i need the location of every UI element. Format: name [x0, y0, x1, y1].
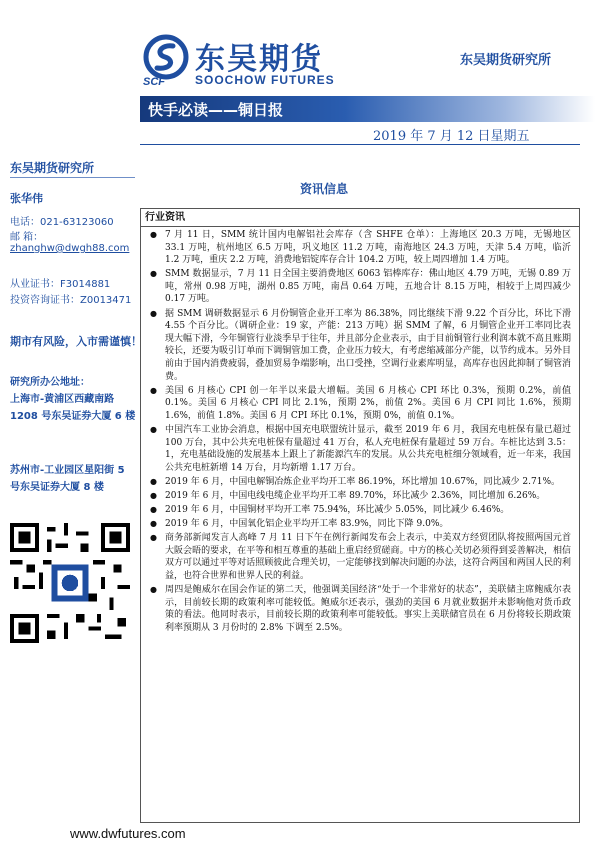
logo-chinese-name: 东吴期货 [195, 42, 323, 77]
analyst-consult-license: 投资咨询证书：Z0013471 [10, 295, 132, 306]
sidebar-org: 东吴期货研究所 [10, 161, 95, 175]
list-item: ● 2019 年 6 月，中国电解铜冶炼企业平均开工率 86.19%，环比增加 10.67%，同比减少 2.71%。 [150, 476, 561, 487]
list-item: ● 7 月 11 日，SMM 统计国内电解铝社会库存（含 SHFE 仓单）：上海地区 20.3 万吨，无锡地区 33.1 万吨，杭州地区 6.5 万吨，巩义地区 11.2 万吨，南海地区 24.3 万吨，天津 5.4 万吨，临沂 1.2 万吨，重庆 2.2 万吨，消费地铝锭库存合计 104.2 万吨，较上周四增加 1.4 万吨。 [150, 230, 571, 266]
footer-website-link[interactable]: www.dwfutures.com [70, 826, 186, 841]
list-item: ● 2019 年 6 月，中国铜材平均开工率 75.94%，环比减少 5.05%，同比减少 6.46%。 [150, 504, 510, 515]
list-item: ● 周四是鲍威尔在国会作证的第二天，他强调美国经济“处于一个非常好的状态”，美联储主席鲍威尔表示，目前较长期的政策利率可能较低。鲍威尔还表示，强劲的美国 6 月就业数据并未影响他对货币政策的看法。他同时表示，目前较长期的政策利率可能较低。事实上美联储官员在 6 月份将较长期政策利率预期从 3 月份时的 2.8% 下调至 2.5%。 [150, 585, 571, 633]
report-date: 2019 年 7 月 12 日星期五 [373, 129, 530, 144]
news-list [141, 229, 579, 636]
analyst-email-label: 邮 箱： [10, 232, 44, 243]
header-institute: 东吴期货研究所 [460, 53, 552, 68]
company-logo [143, 34, 363, 90]
bullet-icon: ● [150, 230, 157, 239]
news-box-header: 行业资讯 [141, 209, 579, 227]
list-item: ● 中国汽车工业协会消息，根据中国充电联盟统计显示，截至 2019 年 6 月，我国充电桩保有量已超过 100 万台，其中公共充电桩保有量超过 41 万台，私人充电桩保有量超过 59 万台。车桩比达到 3.5：1，充电基础设施的发展基本上跟上了新能源汽车的发展。从公共充电桩细分领域看，近一年来，我国公共充电桩新增 14 万台，月均新增 1.17 万台。 [150, 424, 571, 473]
analyst-phone: 电话：021-63123060 [10, 217, 114, 228]
report-title: 快手必读——铜日报 [148, 101, 284, 119]
bullet-icon: ● [150, 424, 157, 434]
bullet-icon: ● [150, 308, 157, 318]
list-item: ● 2019 年 6 月，中国氧化铝企业平均开工率 83.9%，同比下降 9.0%。 [150, 519, 449, 530]
bullet-icon: ● [150, 504, 157, 514]
header-divider [140, 144, 580, 145]
list-item: ● 商务部新闻发言人高峰 7 月 11 日下午在例行新闻发布会上表示，中美双方经贸团队将按照两国元首大阪会晤的要求，在平等和相互尊重的基础上重启经贸磋商。中方的核心关切必须得到妥善解决，相信双方可以通过平等对话照顾彼此合理关切，一定能够找到解决问题的办法，这符合两国和两国人民的利益，也符合世界和世界人民的利益。 [150, 533, 571, 581]
list-item: ● 据 SMM 调研数据显示 6 月份铜管企业开工率为 86.38%，同比继续下滑 9.22 个百分比，环比下滑 4.55 个百分比。（调研企业：19 家，产能：213 万吨）据 SMM 了解，6 月铜管企业开工率同比表现大幅下滑，今年铜管行业淡季早于往年，并且部分企业表示，由于目前铜管行业利润本就不高且账期较长，还要为吸引订单而下调铜管加工费，企业压力较大，有考虑缩减部分产能，以节约成本。另外目前由于国内消费疲弱，叠加贸易争端影响，出口受挫，空调行业素库明显，高库存也因此抑制了铜管消费。 [150, 308, 571, 382]
analyst-license: 从业证书：F3014881 [10, 279, 111, 290]
bullet-icon: ● [150, 519, 157, 529]
bullet-icon: ● [150, 490, 157, 500]
office-shanghai: 上海市-黄浦区西藏南路 1208 号东吴证券大厦 6 楼 [10, 394, 136, 422]
bullet-icon: ● [150, 476, 157, 486]
bullet-icon: ● [150, 585, 157, 595]
analyst-email-link[interactable]: zhanghw@dwgh88.com [10, 243, 130, 254]
office-suzhou: 苏州市-工业园区星阳街 5 号东吴证券大厦 8 楼 [10, 465, 125, 493]
bullet-icon: ● [150, 269, 157, 279]
bullet-icon: ● [150, 385, 157, 395]
qr-code-icon[interactable] [10, 523, 130, 643]
bullet-icon: ● [150, 533, 157, 543]
office-title: 研究所办公地址： [10, 377, 90, 388]
list-item: ● 美国 6 月核心 CPI 创一年半以来最大增幅。美国 6 月核心 CPI 环比 0.3%，预期 0.2%，前值 0.1%。美国 6 月核心 CPI 同比 2.1%，预期 2%，前值 2%。美国 6 月 CPI 同比 1.6%，预期 1.6%，前值 1.8%。美国 6 月 CPI 环比 0.1%，预期 0%，前值 0.1%。 [150, 385, 571, 421]
risk-warning: 期市有风险，入市需谨慎！ [10, 335, 142, 348]
soochow-logo-icon [143, 34, 189, 80]
sidebar-divider [10, 177, 135, 178]
section-title: 资讯信息 [300, 182, 349, 196]
list-item: ● 2019 年 6 月，中国电线电缆企业平均开工率 89.70%，环比减少 2.36%，同比增加 6.26%。 [150, 490, 546, 501]
report-banner [140, 96, 595, 122]
logo-abbreviation: SCF [143, 76, 165, 88]
news-box [140, 208, 580, 823]
list-item: ● SMM 数据显示，7 月 11 日全国主要消费地区 6063 铝棒库存：佛山地区 4.79 万吨，无锡 0.89 万吨，常州 0.98 万吨，湖州 0.85 万吨，南昌 0.64 万吨，五地合计 8.15 万吨，相较于上周四减少 0.17 万吨。 [150, 269, 571, 305]
analyst-name: 张华伟 [10, 192, 43, 205]
logo-english-name: SOOCHOW FUTURES [195, 73, 335, 87]
